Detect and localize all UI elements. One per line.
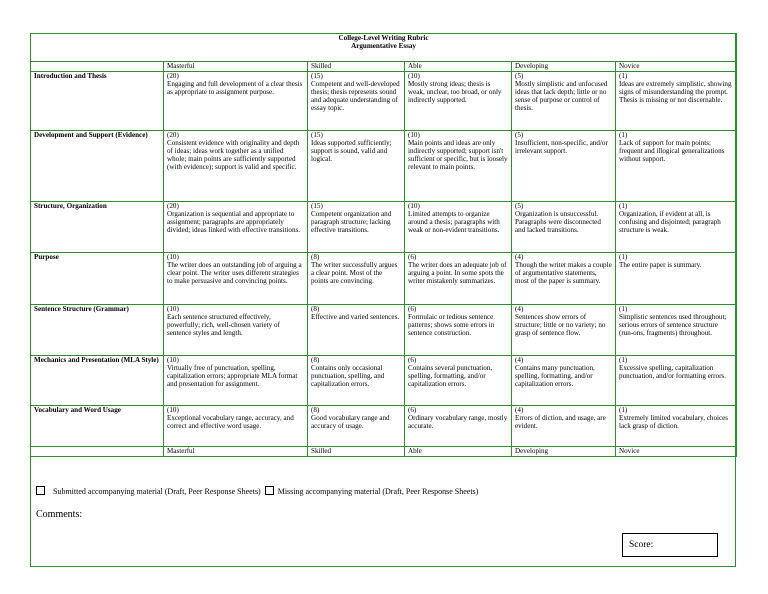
score-box[interactable] (622, 533, 718, 557)
table-row (31, 131, 737, 202)
cell-points: (1) (619, 356, 628, 364)
missing-checkbox[interactable] (265, 486, 274, 495)
table-row (31, 202, 737, 253)
cell-text: Main points and ideas are only indirectly supported; support isn't sufficient or specific, but is loosely relevant to main points. (408, 139, 508, 171)
cell-points: (15) (311, 131, 323, 139)
table-row (31, 253, 737, 305)
cell-text: The writer successfully argues a clear point. Most of the points are convincing. (311, 261, 398, 285)
rubric-title-line1: College-Level Writing Rubric (338, 34, 429, 42)
cell-text: Organization is sequential and appropriate to assignment; paragraphs are appropriately divided; ideas linked with effective transitions. (167, 210, 301, 234)
cell-text: Good vocabulary range and accuracy of usage. (311, 414, 390, 430)
cell-text: Ideas supported sufficiently; support is sound, valid and logical. (311, 139, 392, 163)
rubric-cell (308, 305, 405, 356)
rubric-cell (308, 253, 405, 305)
cell-text: Mostly strong ideas; thesis is weak, unclear, too broad, or only indirectly supported. (408, 80, 502, 104)
cell-text: Consistent evidence with originality and depth of ideas; ideas work together as a unified whole; main points are sufficiently supported (with evidence); support is valid and specific. (167, 139, 300, 171)
rubric-cell (512, 253, 616, 305)
cell-points: (4) (515, 253, 524, 261)
cell-text: Each sentence structured effectively, powerfully; rich, well-chosen variety of sentence styles and length. (167, 313, 280, 337)
cell-points: (6) (408, 253, 417, 261)
rubric-cell (405, 253, 512, 305)
cell-text: Excessive spelling, capitalization punctuation, and/or formatting errors. (619, 364, 726, 380)
rubric-cell (164, 72, 308, 131)
level-masterful: Masterful (164, 62, 308, 72)
cell-text: Contains several punctuation, spelling, formatting, and/or capitalization errors. (408, 364, 493, 388)
cell-text: Organization, if evident at all, is confusing and disjointed; paragraph structure is weak. (619, 210, 721, 234)
cell-points: (10) (408, 202, 420, 210)
cell-text: Simplistic sentences used throughout; serious errors of sentence structure (run-ons, fragments) throughout. (619, 313, 727, 337)
rubric-title (31, 34, 737, 62)
cell-points: (1) (619, 72, 628, 80)
rubric-cell (164, 305, 308, 356)
cell-text: Insufficient, non-specific, and/or irrelevant support. (515, 139, 608, 155)
score-label: Score: (629, 540, 654, 550)
cell-points: (15) (311, 72, 323, 80)
checkbox-line (36, 486, 478, 496)
cell-points: (1) (619, 305, 628, 313)
cell-text: Errors of diction, and usage, are evident. (515, 414, 606, 430)
cell-points: (1) (619, 202, 628, 210)
rubric-cell (308, 202, 405, 253)
rubric-cell (308, 131, 405, 202)
level-masterful-bottom: Masterful (164, 447, 308, 457)
cell-points: (4) (515, 305, 524, 313)
cell-points: (10) (167, 406, 179, 414)
criterion-sentence-structure: Sentence Structure (Grammar) (31, 305, 164, 356)
cell-text: Engaging and full development of a clear thesis as appropriate to assignment purpose. (167, 80, 303, 96)
rubric-cell (308, 356, 405, 406)
rubric-cell (616, 131, 737, 202)
cell-text: Limited attempts to organize around a thesis; paragraphs with weak or non-evident transitions. (408, 210, 500, 234)
level-header-row-top (31, 62, 737, 72)
cell-text: Exceptional vocabulary range, accuracy, and correct and effective word usage. (167, 414, 294, 430)
rubric-cell (405, 131, 512, 202)
cell-text: The entire paper is summary. (619, 261, 702, 269)
rubric-table (30, 33, 737, 457)
header-blank (31, 62, 164, 72)
cell-text: Effective and varied sentences. (311, 313, 400, 321)
cell-points: (20) (167, 131, 179, 139)
rubric-cell (512, 356, 616, 406)
cell-points: (10) (408, 131, 420, 139)
cell-text: The writer does an adequate job of arguing a point. In some spots the writer mistakenly summarizes. (408, 261, 507, 285)
table-row (31, 406, 737, 447)
cell-points: (10) (408, 72, 420, 80)
cell-points: (10) (167, 356, 179, 364)
rubric-cell (512, 72, 616, 131)
cell-text: Formulaic or tedious sentence patterns; shows some errors in sentence construction. (408, 313, 495, 337)
rubric-cell (405, 305, 512, 356)
rubric-cell (164, 202, 308, 253)
cell-text: Lack of support for main points; frequent and illogical generalizations without support. (619, 139, 725, 163)
level-skilled-bottom: Skilled (308, 447, 405, 457)
rubric-cell (164, 253, 308, 305)
rubric-cell (308, 406, 405, 447)
level-header-row-bottom (31, 447, 737, 457)
cell-text: Mostly simplistic and unfocused ideas that lack depth; little or no sense of purpose or control of thesis. (515, 80, 608, 112)
rubric-cell (308, 72, 405, 131)
rubric-title-line2: Argumentative Essay (351, 42, 416, 50)
submitted-checkbox[interactable] (36, 486, 45, 495)
cell-text: Ideas are extremely simplistic, showing signs of misunderstanding the prompt. Thesis is missing or not discernable. (619, 80, 732, 104)
table-row (31, 305, 737, 356)
level-skilled: Skilled (308, 62, 405, 72)
cell-points: (10) (167, 305, 179, 313)
cell-points: (4) (515, 406, 524, 414)
footer-blank (31, 447, 164, 457)
cell-text: Organization is unsuccessful. Paragraphs were disconnected and lacked transitions. (515, 210, 601, 234)
cell-points: (20) (167, 72, 179, 80)
rubric-cell (164, 131, 308, 202)
rubric-cell (512, 131, 616, 202)
rubric-cell (164, 406, 308, 447)
cell-text: Competent organization and paragraph structure; lacking effective transitions. (311, 210, 392, 234)
cell-text: The writer does an outstanding job of arguing a clear point. The writer uses different strategies to make persuasive and convincing points. (167, 261, 302, 285)
rubric-cell (512, 406, 616, 447)
level-developing: Developing (512, 62, 616, 72)
rubric-cell (164, 356, 308, 406)
cell-points: (6) (408, 356, 417, 364)
rubric-cell (616, 72, 737, 131)
cell-text: Competent and well-developed thesis; thesis represents sound and adequate understanding of essay topic. (311, 80, 400, 112)
cell-text: Sentences show errors of structure; little or no variety; no grasp of sentence flow. (515, 313, 606, 337)
rubric-cell (616, 202, 737, 253)
rubric-cell (405, 202, 512, 253)
missing-checkbox-label: Missing accompanying material (Draft, Peer Response Sheets) (277, 487, 479, 496)
level-novice: Novice (616, 62, 737, 72)
cell-text: Ordinary vocabulary range, mostly accurate. (408, 414, 508, 430)
rubric-cell (616, 356, 737, 406)
criterion-vocabulary-usage: Vocabulary and Word Usage (31, 406, 164, 447)
cell-points: (8) (311, 253, 320, 261)
rubric-cell (512, 202, 616, 253)
cell-points: (8) (311, 305, 320, 313)
cell-points: (5) (515, 72, 524, 80)
cell-points: (5) (515, 131, 524, 139)
level-developing-bottom: Developing (512, 447, 616, 457)
criterion-development-support: Development and Support (Evidence) (31, 131, 164, 202)
cell-text: Though the writer makes a couple of argumentative statements, most of the paper is summary. (515, 261, 612, 285)
rubric-cell (616, 253, 737, 305)
rubric-cell (405, 406, 512, 447)
level-able-bottom: Able (405, 447, 512, 457)
cell-text: Contains many punctuation, spelling, formatting, and/or capitalization errors. (515, 364, 595, 388)
cell-points: (20) (167, 202, 179, 210)
table-row (31, 356, 737, 406)
cell-points: (5) (515, 202, 524, 210)
criterion-introduction-thesis: Introduction and Thesis (31, 72, 164, 131)
criterion-structure-organization: Structure, Organization (31, 202, 164, 253)
criterion-purpose: Purpose (31, 253, 164, 305)
comments-label: Comments: (36, 509, 83, 520)
rubric-cell (512, 305, 616, 356)
cell-text: Extremely limited vocabulary, choices lack grasp of diction. (619, 414, 729, 430)
cell-points: (1) (619, 406, 628, 414)
submitted-checkbox-label: Submitted accompanying material (Draft, Peer Response Sheets) (53, 487, 261, 496)
cell-points: (4) (515, 356, 524, 364)
cell-points: (8) (311, 356, 320, 364)
cell-points: (6) (408, 406, 417, 414)
cell-points: (6) (408, 305, 417, 313)
level-able: Able (405, 62, 512, 72)
cell-points: (1) (619, 253, 628, 261)
table-row (31, 72, 737, 131)
cell-points: (1) (619, 131, 628, 139)
rubric-cell (405, 356, 512, 406)
level-novice-bottom: Novice (616, 447, 737, 457)
cell-points: (10) (167, 253, 179, 261)
criterion-mechanics-presentation: Mechanics and Presentation (MLA Style) (31, 356, 164, 406)
cell-text: Contains only occasional punctuation, spelling, and capitalization errors. (311, 364, 385, 388)
rubric-cell (405, 72, 512, 131)
rubric-cell (616, 305, 737, 356)
cell-text: Virtually free of punctuation, spelling, capitalization errors; appropriate MLA format and presentation for assignment. (167, 364, 298, 388)
cell-points: (15) (311, 202, 323, 210)
rubric-cell (616, 406, 737, 447)
cell-points: (8) (311, 406, 320, 414)
